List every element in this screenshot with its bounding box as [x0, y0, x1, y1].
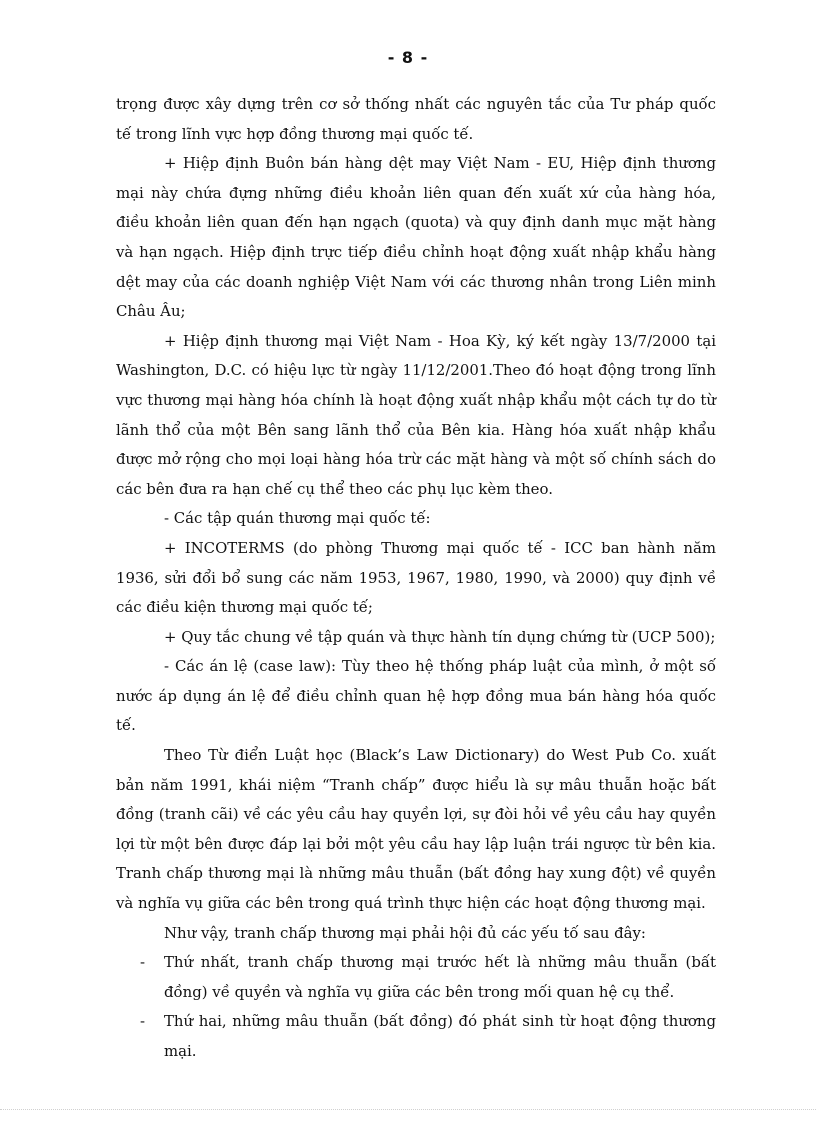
list-item-text: Thứ nhất, tranh chấp thương mại trước hết là những mâu thuẫn (bất đồng) về quyền và nghĩa vụ giữa các bên trong mối quan hệ cụ thể.	[164, 953, 716, 1001]
paragraph-dispute-elements-intro: Như vậy, tranh chấp thương mại phải hội đủ các yếu tố sau đây:	[164, 923, 646, 942]
paragraph-continuation: trọng được xây dựng trên cơ sở thống nhất các nguyên tắc của Tư pháp quốc tế trong lĩnh vực hợp đồng thương mại quốc tế.	[116, 95, 716, 143]
paragraph-case-law: - Các án lệ (case law): Tùy theo hệ thống pháp luật của mình, ở một số nước áp dụng án lệ để điều chỉnh quan hệ hợp đồng mua bán hàng hóa quốc tế.	[116, 657, 716, 735]
list-item	[116, 1007, 716, 1066]
paragraph-dispute-definition: Theo Từ điển Luật học (Black’s Law Dictionary) do West Pub Co. xuất bản năm 1991, khái niệm “Tranh chấp” được hiểu là sự mâu thuẫn hoặc bất đồng (tranh cãi) về các yêu cầu hay quyền lợi, sự đòi hỏi về yêu cầu hay quyền lợi từ một bên được đáp lại bởi một yêu cầu hay lập luận trái ngược từ bên kia. Tranh chấp thương mại là những mâu thuẫn (bất đồng hay xung đột) về quyền và nghĩa vụ giữa các bên trong quá trình thực hiện các hoạt động thương mại.	[116, 746, 716, 913]
paragraph-ucp500: + Quy tắc chung về tập quán và thực hành tín dụng chứng từ (UCP 500);	[164, 627, 716, 646]
document-body	[116, 90, 716, 1067]
page-bottom-divider	[0, 1109, 816, 1110]
list-item-text: Thứ hai, những mâu thuẫn (bất đồng) đó phát sinh từ hoạt động thương mại.	[164, 1012, 716, 1060]
list-item	[116, 948, 716, 1007]
list-item-marker: -	[140, 1012, 146, 1031]
page-number: - 8 -	[387, 48, 429, 67]
paragraph-incoterms: + INCOTERMS (do phòng Thương mại quốc tế - ICC ban hành năm 1936, sửi đổi bổ sung các năm 1953, 1967, 1980, 1990, và 2000) quy định về các điều kiện thương mại quốc tế;	[116, 538, 716, 617]
paragraph-vn-us-agreement: + Hiệp định thương mại Việt Nam - Hoa Kỳ, ký kết ngày 13/7/2000 tại Washington, D.C. có hiệu lực từ ngày 11/12/2001.Theo đó hoạt động trong lĩnh vực thương mại hàng hóa chính là hoạt động xuất nhập khẩu một cách tự do từ lãnh thổ của một Bên sang lãnh thổ của Bên kia. Hàng hóa xuất nhập khẩu được mở rộng cho mọi loại hàng hóa trừ các mặt hàng và một số chính sách do các bên đưa ra hạn chế cụ thể theo các phụ lục kèm theo.	[116, 331, 716, 498]
paragraph-trade-customs-heading: - Các tập quán thương mại quốc tế:	[164, 509, 431, 528]
paragraph-eu-textile-agreement: + Hiệp định Buôn bán hàng dệt may Việt Nam - EU, Hiệp định thương mại này chứa đựng những điều khoản liên quan đến xuất xứ của hàng hóa, điều khoản liên quan đến hạn ngạch (quota) và quy định danh mục mặt hàng và hạn ngạch. Hiệp định trực tiếp điều chỉnh hoạt động xuất nhập khẩu hàng dệt may của các doanh nghiệp Việt Nam với các thương nhân trong Liên minh Châu Âu;	[116, 154, 716, 321]
list-item-marker: -	[140, 953, 146, 972]
